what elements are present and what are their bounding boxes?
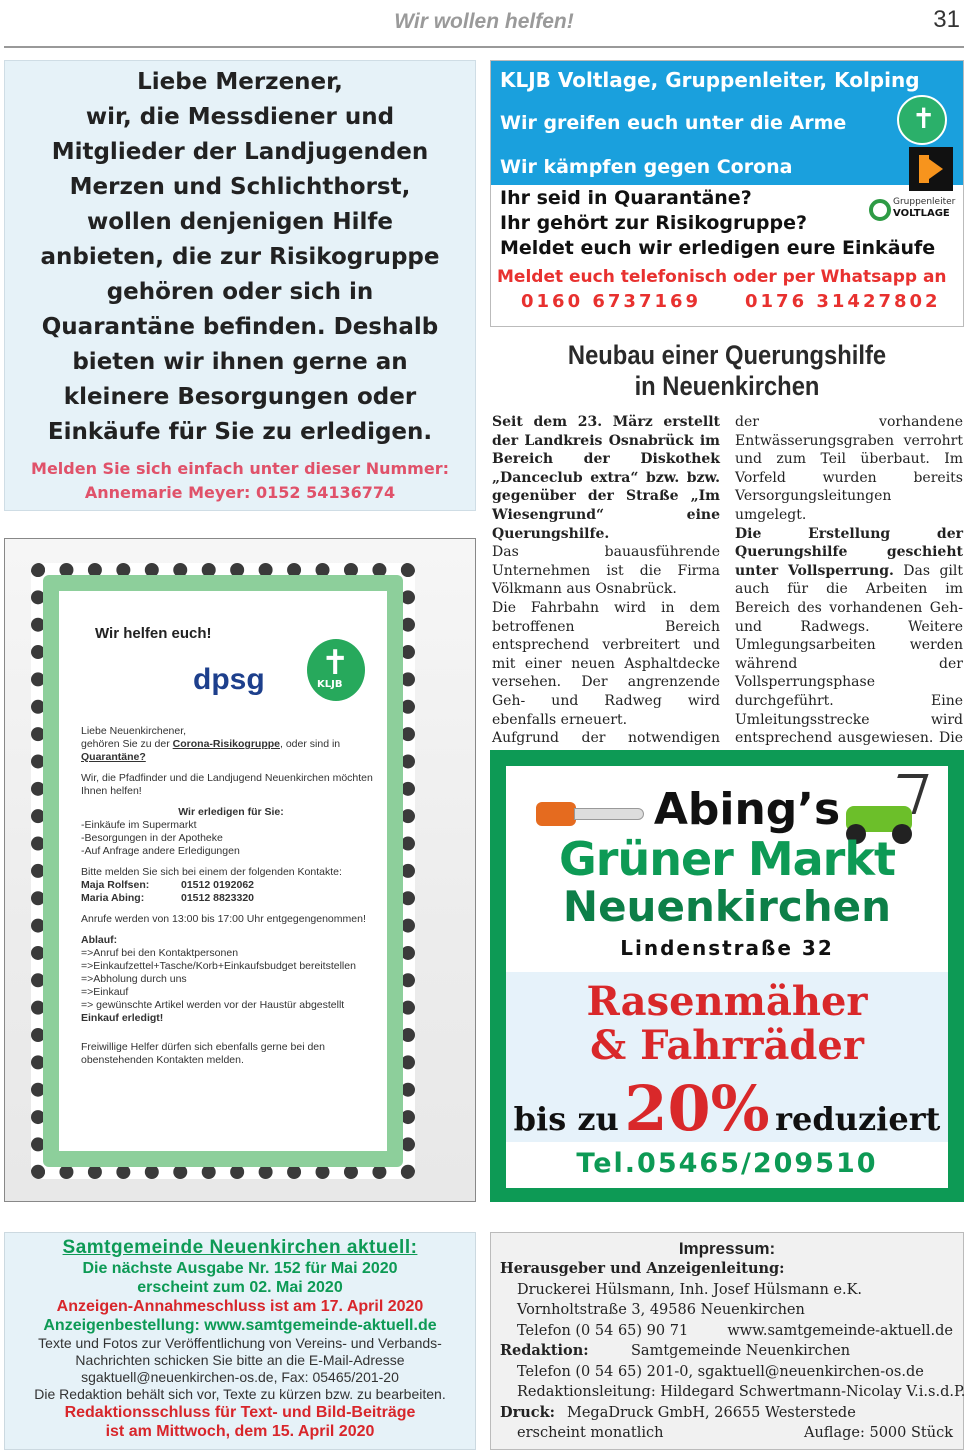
ad-line: Einkäufe für Sie zu erledigen. xyxy=(47,419,433,445)
aktuell-text: Die Redaktion behält sich vor, Texte zu kürzen bzw. zu bearbeiten. xyxy=(34,1386,446,1402)
ad-abing-name: Abing’s xyxy=(653,784,841,835)
impressum-line: Vornholtstraße 3, 49586 Neuenkirchen xyxy=(517,1302,805,1318)
ad-line: Mitglieder der Landjugenden xyxy=(51,139,429,165)
ad-abing-phone: Tel.05465/209510 xyxy=(576,1148,878,1179)
flyer-process-step: =>Anruf bei den Kontaktpersonen xyxy=(81,947,239,959)
ad-kljb-line: Ihr seid in Quarantäne? xyxy=(500,187,752,209)
impressum-label-text: Herausgeber und Anzeigenleitung: xyxy=(500,1260,785,1277)
ad-messdiener-contact xyxy=(15,457,465,505)
flyer-wir-helfen-euch xyxy=(4,538,476,1202)
flyer-tasks-heading: Wir erledigen für Sie: xyxy=(178,806,284,818)
flyer-text-span: Einkauf erledigt! xyxy=(81,1012,164,1024)
flyer-contact-phone: 01512 8823320 xyxy=(181,892,254,904)
flyer-process-heading xyxy=(81,934,381,947)
ad-line: wollen denjenigen Hilfe xyxy=(86,209,394,235)
flyer-text-span: , oder sind in xyxy=(280,738,341,750)
aktuell-editorial-deadline-date: ist am Mittwoch, dem 15. April 2020 xyxy=(105,1423,375,1440)
flyer-contact-phone: 01512 0192062 xyxy=(181,879,254,891)
ad-kljb-voltlage xyxy=(490,60,964,327)
gruppenleiter-logo-text: Gruppenleiter xyxy=(893,197,956,207)
impressum-auflage: Auflage: 5000 Stück xyxy=(803,1425,953,1441)
ad-kljb-bar2: Wir greifen euch unter die Arme xyxy=(491,101,963,145)
ad-line: kleinere Besorgungen oder xyxy=(63,384,417,410)
flyer-process-step: =>Einkauf xyxy=(81,986,129,998)
flyer-text-span: Quarantäne? xyxy=(81,751,146,763)
impressum-label-text: Redaktion: xyxy=(500,1342,589,1359)
aktuell-issue: Die nächste Ausgabe Nr. 152 für Mai 2020 xyxy=(82,1260,398,1277)
ad-messdiener xyxy=(4,60,476,511)
impressum-line: Druckerei Hülsmann, Inh. Josef Hülsmann e.K. xyxy=(517,1281,863,1298)
article-paragraph: Die Fahrbahn wird in dem betroffenen Bereich entsprechend verbreitert und mit einer neuen Asphaltdecke versehen. Der angrenzende Geh- und Radweg wird ebenfalls erneuert. xyxy=(492,599,720,728)
impressum-druck: MegaDruck GmbH, 26655 Westerstede xyxy=(567,1404,856,1421)
flyer-contact-name: Maja Rolfsen: xyxy=(81,879,150,891)
kljb-logo-icon xyxy=(897,95,947,145)
flyer-line xyxy=(81,751,381,764)
impressum-label xyxy=(491,1259,963,1280)
article-title xyxy=(518,340,935,402)
article-paragraph: Das bauausführende Unternehmen ist die Firma Völkmann aus Osnabrück. xyxy=(492,544,720,598)
ad-line: anbieten, die zur Risikogruppe xyxy=(40,244,440,270)
flyer-process-step: => gewünschte Artikel werden vor der Haustür abgestellt xyxy=(81,999,345,1011)
flyer-task: -Besorgungen in der Apotheke xyxy=(81,832,223,844)
flyer-line: Ihnen helfen! xyxy=(81,785,142,797)
aktuell-ad-deadline: Anzeigen-Annahmeschluss ist am 17. April 2020 xyxy=(56,1298,424,1315)
ad-kljb-bar3: Wir kämpfen gegen Corona xyxy=(491,145,963,185)
ad-line: gehören oder sich in xyxy=(106,279,374,305)
ad-messdiener-text xyxy=(25,65,455,450)
article-paragraph: der vorhandene Entwässerungsgraben verrohrt und zum Teil überbaut. Im Vorfeld wurden bereits Versorgungsleitungen umgelegt. xyxy=(735,414,963,523)
article-paragraph: Aufgrund der notwendigen xyxy=(492,730,720,747)
ad-abing-offer: & Fahrräder xyxy=(590,1022,864,1069)
aktuell-issue-date: erscheint zum 02. Mai 2020 xyxy=(137,1279,343,1296)
ad-line: Merzen und Schlichthorst, xyxy=(69,174,411,200)
aktuell-title: Samtgemeinde Neuenkirchen aktuell: xyxy=(62,1237,418,1258)
impressum-line: Telefon (0 54 65) 201-0, sgaktuell@neuenkirchen-os.de xyxy=(517,1363,924,1380)
impressum-line xyxy=(491,1403,963,1424)
kolping-logo-icon xyxy=(909,147,953,191)
ad-line: bieten wir ihnen gerne an xyxy=(72,349,408,375)
ad-abing-line2: Neuenkirchen xyxy=(562,882,892,931)
impressum-redaktion: Samtgemeinde Neuenkirchen xyxy=(631,1343,851,1359)
flyer-text-span: Corona-Risikogruppe xyxy=(172,738,280,750)
impressum-line: Redaktionsleitung: Hildegard Schwertmann-Nicolay V.i.s.d.P. xyxy=(517,1384,966,1400)
flyer-process-end xyxy=(81,1012,381,1025)
flyer-line: obenstehenden Kontakten melden. xyxy=(81,1054,244,1066)
gruppenleiter-logo-icon xyxy=(869,195,957,225)
article-highlight: Die Erstellung der Querungshilfe geschieht unter Vollsperrung. xyxy=(735,525,963,579)
flyer-contact xyxy=(81,892,381,905)
impressum-frequency: erscheint monatlich xyxy=(517,1425,664,1441)
article-title-line: in Neuenkirchen xyxy=(634,371,820,401)
gruppenleiter-logo-mark xyxy=(869,199,891,221)
flyer-line: Anrufe werden von 13:00 bis 17:00 Uhr entgegengenommen! xyxy=(81,913,366,925)
flyer-task: -Einkäufe im Supermarkt xyxy=(81,819,197,831)
ad-line: wir, die Messdiener und xyxy=(85,104,395,130)
impressum-line xyxy=(491,1341,963,1362)
aktuell-editorial-deadline: Redaktionsschluss für Text- und Bild-Beiträge xyxy=(64,1404,416,1421)
article-lead: Seit dem 23. März erstellt der Landkreis Osnabrück im Bereich der Diskothek „Danceclub extra“ bzw. bzw. gegenüber der Straße „Im Wiesengrund“ eine Querungshilfe. xyxy=(492,414,720,542)
flyer-text-span: gehören Sie zu der xyxy=(81,738,173,750)
contact-phone: Annemarie Meyer: 0152 54136774 xyxy=(84,483,396,502)
page-number: 31 xyxy=(933,6,960,33)
ad-abing-offer: Rasenmäher xyxy=(586,978,868,1025)
flyer-line xyxy=(81,738,381,751)
ad-kljb-contact: Meldet euch telefonisch oder per Whatsapp an xyxy=(497,267,947,287)
flyer-heading: Wir helfen euch! xyxy=(95,625,212,642)
flyer-line: Liebe Neuenkirchener, xyxy=(81,725,187,737)
flyer-text-span: Ablauf: xyxy=(81,934,118,946)
flyer-process-step: =>Abholung durch uns xyxy=(81,973,187,985)
flyer-contact-name: Maria Abing: xyxy=(81,892,145,904)
impressum-phone: Telefon (0 54 65) 90 71 xyxy=(517,1322,689,1339)
box-impressum xyxy=(490,1232,964,1450)
contact-line: Melden Sie sich einfach unter dieser Nummer: xyxy=(31,459,449,478)
flyer-line: Bitte melden Sie sich bei einem der folgenden Kontakte: xyxy=(81,866,342,878)
ad-abing-street: Lindenstraße 32 xyxy=(620,936,834,960)
aktuell-text: Texte und Fotos zur Veröffentlichung von Vereins- und Verbands- xyxy=(38,1335,442,1351)
impressum-website: www.samtgemeinde-aktuell.de xyxy=(727,1322,953,1339)
flyer-text xyxy=(81,725,381,1067)
article-paragraph: Das gilt auch für die Arbeiten im Bereich des vorhandenen Geh- und Radwegs. Weitere Umlegungsarbeiten werden während der Vollsperrungsphase durchgeführt. Eine Umleitungsstrecke wird entsprechend ausgewiesen. Die xyxy=(735,562,963,747)
ad-line: Quarantäne befinden. Deshalb xyxy=(41,314,439,340)
article-column-2 xyxy=(735,413,963,785)
aktuell-ad-order: Anzeigenbestellung: www.samtgemeinde-aktuell.de xyxy=(43,1317,437,1334)
flyer-line: Wir, die Pfadfinder und die Landjugend Neuenkirchen möchten xyxy=(81,772,373,784)
dpsg-logo-icon: dpsg xyxy=(193,663,265,696)
page-header-title: Wir wollen helfen! xyxy=(394,10,574,33)
ad-abing-inner xyxy=(506,766,948,1188)
header-rule xyxy=(4,46,964,48)
ad-abing-line1: Grüner Markt xyxy=(559,832,895,886)
aktuell-text: Nachrichten schicken Sie bitte an die E-Mail-Adresse xyxy=(75,1352,405,1368)
impressum-line xyxy=(491,1423,963,1444)
kljb-logo-label: ✝ KLJB xyxy=(317,679,343,690)
gruppenleiter-logo-text: VOLTLAGE xyxy=(893,208,950,219)
aktuell-text: sgaktuell@neuenkirchen-os.de, Fax: 05465/201-20 xyxy=(81,1369,399,1385)
flyer-task: -Auf Anfrage andere Erledigungen xyxy=(81,845,240,857)
ad-line: Liebe Merzener, xyxy=(137,69,343,95)
box-samtgemeinde-aktuell xyxy=(4,1232,476,1450)
ad-abing-discount-post: reduziert xyxy=(775,1100,941,1138)
article-title-line: Neubau einer Querungshilfe xyxy=(567,340,887,370)
ad-kljb-bar1: KLJB Voltlage, Gruppenleiter, Kolping xyxy=(491,61,963,101)
ad-abing-discount-value: 20% xyxy=(624,1072,770,1145)
ad-abing-discount xyxy=(506,1072,948,1145)
impressum-label-text: Druck: xyxy=(500,1403,555,1421)
flyer-process-step: =>Einkaufzettel+Tasche/Korb+Einkaufsbudget bereitstellen xyxy=(81,960,356,972)
ad-kljb-phone: 0176 31427802 xyxy=(745,291,941,312)
ad-kljb-line: Meldet euch wir erledigen eure Einkäufe xyxy=(500,237,936,259)
ad-kljb-line: Ihr gehört zur Risikogruppe? xyxy=(500,212,808,234)
kljb-logo-icon xyxy=(307,639,365,701)
ad-abing-gruener-markt xyxy=(490,750,964,1202)
flyer-line: Freiwillige Helfer dürfen sich ebenfalls gerne bei den xyxy=(81,1041,325,1053)
impressum-title: Impressum: xyxy=(678,1239,776,1258)
flyer-contact xyxy=(81,879,381,892)
ad-abing-discount-pre: bis zu xyxy=(513,1100,619,1138)
ad-kljb-phone: 0160 6737169 xyxy=(521,291,702,312)
article-column-1 xyxy=(492,413,720,766)
impressum-line xyxy=(491,1321,963,1342)
